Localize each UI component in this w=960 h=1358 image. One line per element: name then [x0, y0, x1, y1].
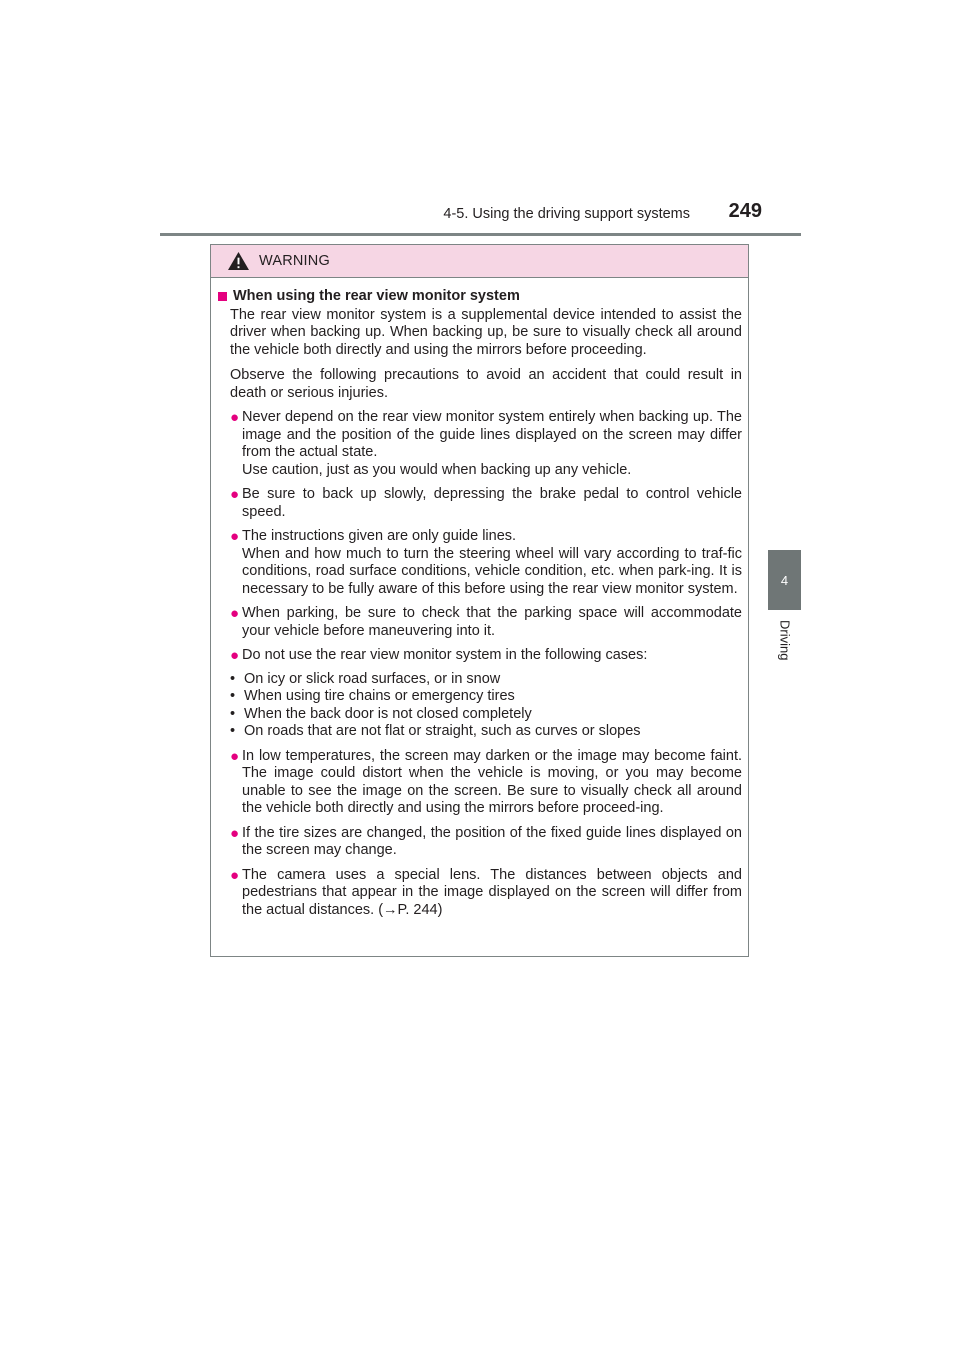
warning-body [211, 278, 748, 919]
warning-sub-item [230, 706, 742, 724]
warning-list-item [230, 647, 742, 741]
circle-bullet-icon: ● [230, 528, 240, 545]
warning-list-item-line: Never depend on the rear view monitor system entirely when backing up. The image and the position of the guide lines displayed on the screen may differ from the actual state. [242, 409, 742, 460]
warning-list-item-text [242, 748, 742, 818]
chapter-tab [768, 550, 801, 610]
warning-sub-item-text: When using tire chains or emergency tires [244, 688, 515, 704]
warning-list-item [230, 528, 742, 598]
header-section-title: 4-5. Using the driving support systems [443, 206, 690, 222]
warning-list-item-text [242, 528, 742, 598]
warning-list-item-line: In low temperatures, the screen may darken or the image may become faint. The image could distort when the vehicle is moving, or you may become unable to see the image on the screen. Be sure to visually check all around the vehicle both directly and using the mirrors before proceed-ing. [242, 747, 742, 816]
warning-sub-item [230, 688, 742, 706]
warning-sub-list [230, 671, 742, 741]
dot-bullet-icon: • [230, 688, 236, 704]
dot-bullet-icon: • [230, 670, 236, 687]
circle-bullet-icon: ● [230, 486, 240, 503]
warning-triangle-icon [227, 251, 250, 271]
warning-list-item-line: Do not use the rear view monitor system in the following cases: [242, 647, 648, 663]
circle-bullet-icon: ● [230, 409, 240, 426]
warning-list-item-text [242, 867, 742, 920]
warning-list-item-line: The instructions given are only guide lines. [242, 528, 517, 544]
warning-title: WARNING [259, 253, 330, 269]
warning-list-item [230, 867, 742, 920]
circle-bullet-icon: ● [230, 605, 240, 622]
warning-list-item-line: When and how much to turn the steering wheel will vary according to traf-fic conditions, road surface conditions, vehicle condition, etc. when park-ing. It is necessary to be fully aware of this before using the rear view monitor system. [242, 545, 742, 597]
warning-list-item-line: If the tire sizes are changed, the position of the fixed guide lines displayed on the screen may change. [242, 824, 742, 858]
warning-list-item [230, 825, 742, 860]
dot-bullet-icon: • [230, 705, 236, 722]
warning-list-item [230, 748, 742, 818]
warning-sub-item [230, 723, 742, 741]
circle-bullet-icon: ● [230, 747, 240, 765]
warning-list-item-text [242, 825, 742, 860]
warning-sub-item [230, 671, 742, 689]
warning-list-item-line: The camera uses a special lens. The distances between objects and pedestrians that appear in the image displayed on the screen will differ from the actual distances. (→P. 244) [242, 866, 742, 918]
warning-paragraph: The rear view monitor system is a supplemental device intended to assist the driver when backing up. When backing up, be sure to visually check all around the vehicle both directly and using the mirrors before proceeding. [230, 306, 742, 358]
warning-sub-item-text: On roads that are not flat or straight, such as curves or slopes [244, 723, 641, 739]
header-divider [160, 233, 801, 236]
warning-item-list [218, 409, 742, 919]
warning-list-item-line: When parking, be sure to check that the parking space will accommodate your vehicle before maneuvering into it. [242, 605, 742, 639]
warning-list-item-text [230, 647, 742, 741]
warning-list-item [230, 605, 742, 640]
chapter-tab-label: Driving [777, 620, 793, 661]
circle-bullet-icon: ● [230, 866, 240, 884]
warning-list-item-text [242, 409, 742, 479]
warning-list-item-text [242, 605, 742, 640]
page-number: 249 [728, 200, 762, 222]
dot-bullet-icon: • [230, 723, 236, 739]
warning-header [211, 245, 748, 278]
warning-list-item-line: Use caution, just as you would when backing up any vehicle. [242, 461, 632, 478]
chapter-tab-number: 4 [780, 572, 789, 588]
warning-list-item [230, 486, 742, 521]
warning-paragraph: Observe the following precautions to avoid an accident that could result in death or serious injuries. [230, 367, 742, 401]
warning-list-item-text [242, 486, 742, 521]
circle-bullet-icon: ● [230, 647, 240, 664]
warning-topic-text: When using the rear view monitor system [233, 288, 520, 304]
warning-sub-item-text: On icy or slick road surfaces, or in snow [244, 670, 501, 687]
warning-box [210, 244, 749, 957]
warning-topic [218, 288, 742, 306]
circle-bullet-icon: ● [230, 824, 240, 842]
square-bullet-icon [218, 292, 227, 301]
warning-list-item [230, 409, 742, 479]
warning-list-item-line: Be sure to back up slowly, depressing the brake pedal to control vehicle speed. [242, 486, 742, 520]
warning-sub-item-text: When the back door is not closed completely [244, 705, 532, 722]
